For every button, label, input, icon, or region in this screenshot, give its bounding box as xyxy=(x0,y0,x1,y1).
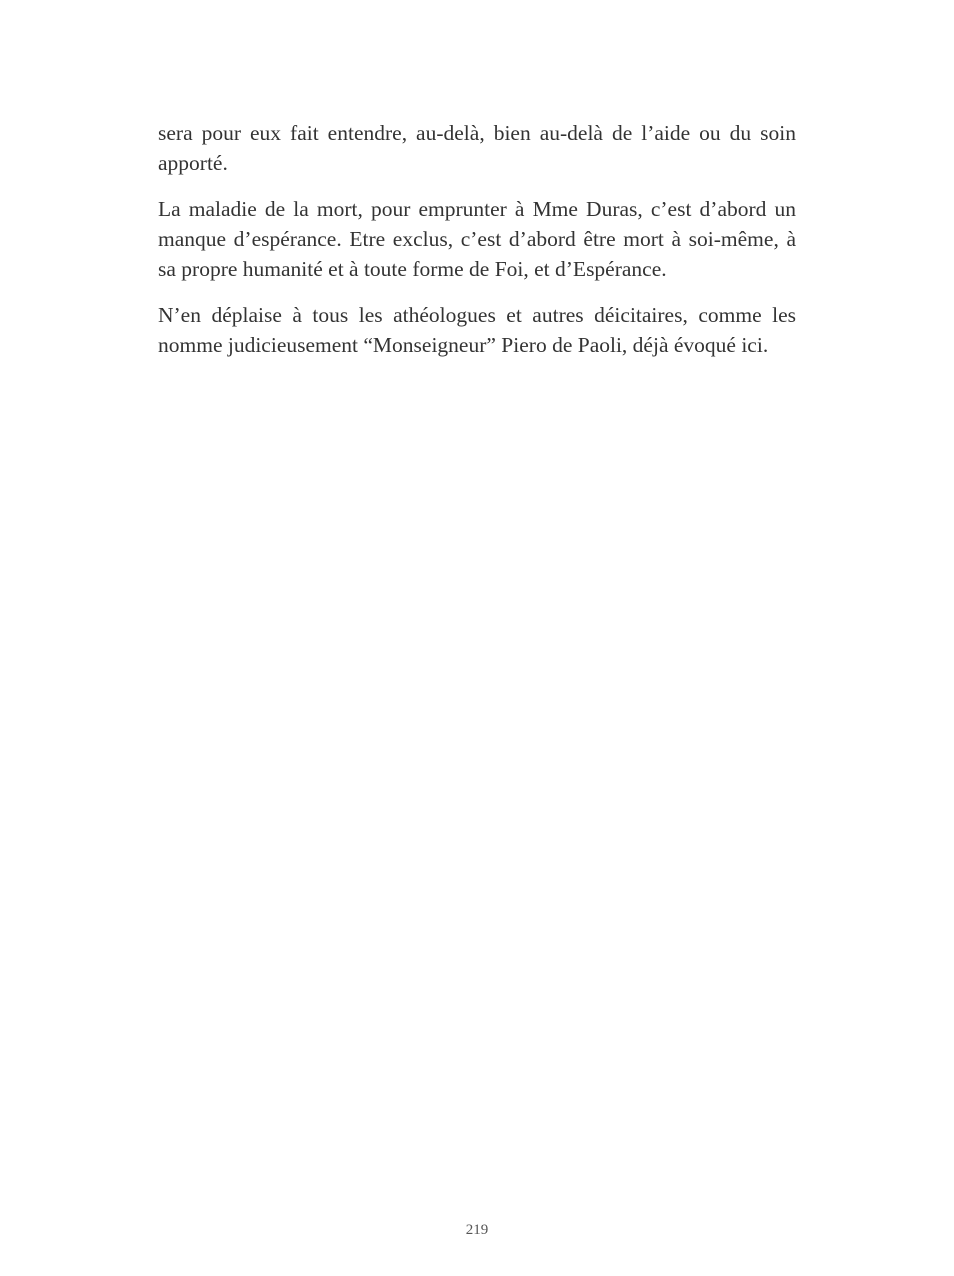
paragraph: sera pour eux fait entendre, au-delà, bien au-delà de l’aide ou du soin apporté. xyxy=(158,121,796,175)
page-number: 219 xyxy=(465,1222,489,1238)
paragraph: N’en déplaise à tous les athéologues et autres déicitaires, comme les nomme judicieusement “Monseigneur” Piero de Paoli, déjà évoqué ici. xyxy=(158,303,796,357)
paragraph: La maladie de la mort, pour emprunter à Mme Duras, c’est d’abord un manque d’espérance. Etre exclus, c’est d’abord être mort à soi-même, à sa propre humanité et à toute forme de Foi, et d’Espérance. xyxy=(158,197,796,281)
body-text xyxy=(158,118,796,376)
